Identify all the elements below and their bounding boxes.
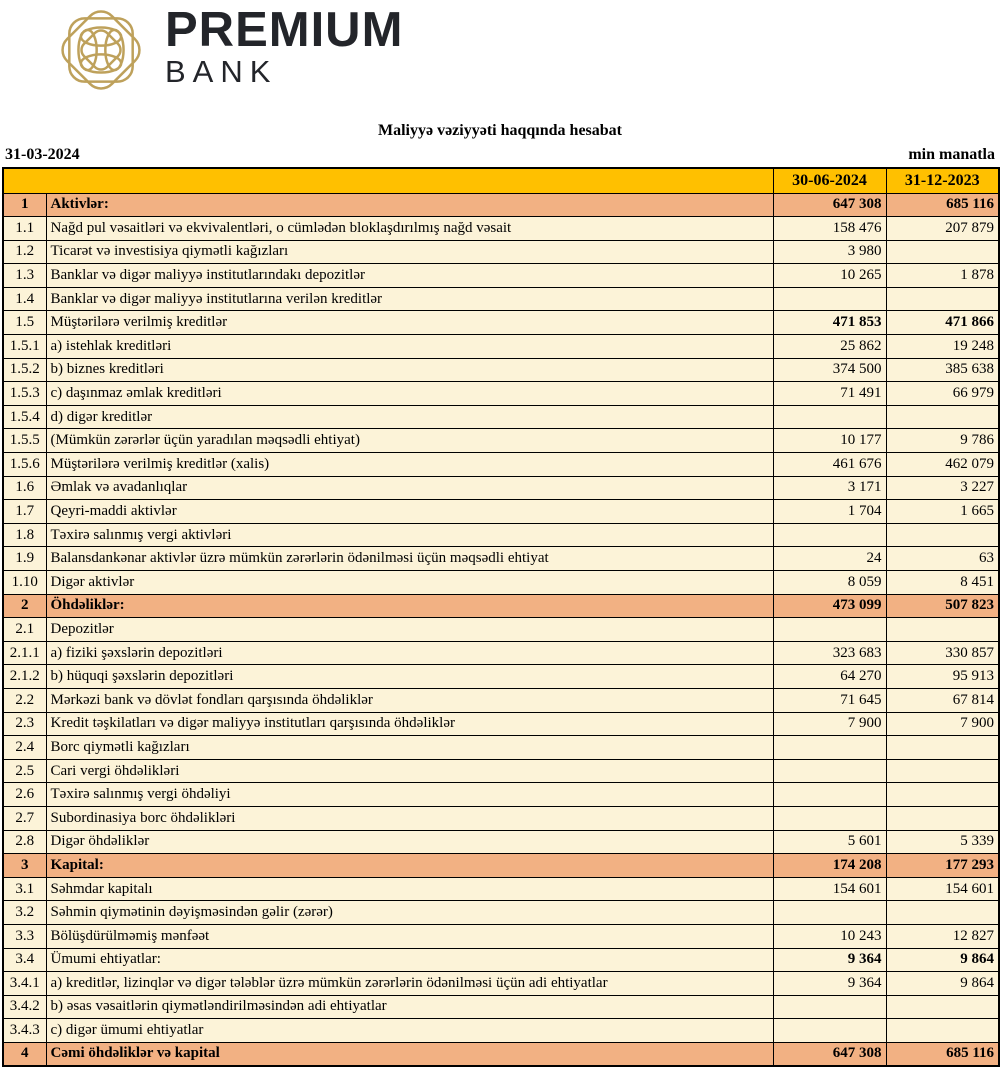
value-current: 71 645	[773, 688, 886, 712]
row-label: Nağd pul vəsaitləri və ekvivalentləri, o cümlədən bloklaşdırılmış nağd vəsait	[46, 217, 773, 241]
value-previous: 1 665	[886, 500, 999, 524]
row-number: 1.2	[3, 240, 46, 264]
table-row	[3, 335, 999, 359]
value-current: 64 270	[773, 665, 886, 689]
row-number: 2.2	[3, 688, 46, 712]
premium-bank-knot-icon	[42, 2, 160, 98]
row-label: Səhmdar kapitalı	[46, 877, 773, 901]
row-number: 1.8	[3, 523, 46, 547]
value-previous	[886, 995, 999, 1019]
row-number: 3	[3, 854, 46, 878]
table-row	[3, 382, 999, 406]
table-body	[3, 193, 999, 1066]
table-row	[3, 924, 999, 948]
row-label: Səhmin qiymətinin dəyişməsindən gəlir (zərər)	[46, 901, 773, 925]
row-number: 1.5.6	[3, 453, 46, 477]
row-label: Təxirə salınmış vergi öhdəliyi	[46, 783, 773, 807]
table-row	[3, 1019, 999, 1043]
value-current: 10 265	[773, 264, 886, 288]
value-current: 3 171	[773, 476, 886, 500]
value-previous	[886, 405, 999, 429]
row-number: 3.4	[3, 948, 46, 972]
value-current	[773, 995, 886, 1019]
row-number: 3.2	[3, 901, 46, 925]
brand-name: PREMIUM	[165, 3, 404, 57]
table-row	[3, 901, 999, 925]
value-previous: 207 879	[886, 217, 999, 241]
financial-statement-table	[2, 167, 1000, 1067]
value-previous	[886, 287, 999, 311]
row-label: Subordinasiya borc öhdəlikləri	[46, 806, 773, 830]
row-number: 1.9	[3, 547, 46, 571]
row-number: 1.5.2	[3, 358, 46, 382]
row-number: 1.5	[3, 311, 46, 335]
value-previous: 19 248	[886, 335, 999, 359]
value-current	[773, 806, 886, 830]
row-label: Depozitlər	[46, 618, 773, 642]
row-label: (Mümkün zərərlər üçün yaradılan məqsədli ehtiyat)	[46, 429, 773, 453]
value-current: 9 364	[773, 948, 886, 972]
column-header-current: 30-06-2024	[773, 168, 886, 193]
value-current	[773, 759, 886, 783]
row-number: 3.4.1	[3, 972, 46, 996]
table-row	[3, 523, 999, 547]
value-current: 471 853	[773, 311, 886, 335]
table-row	[3, 193, 999, 217]
report-title: Maliyyə vəziyyəti haqqında hesabat	[377, 122, 622, 139]
value-previous: 9 864	[886, 972, 999, 996]
table-row	[3, 877, 999, 901]
row-label: Cəmi öhdəliklər və kapital	[46, 1042, 773, 1066]
table-row	[3, 759, 999, 783]
table-row	[3, 995, 999, 1019]
value-current: 24	[773, 547, 886, 571]
value-previous: 330 857	[886, 641, 999, 665]
row-label: Banklar və digər maliyyə institutlarındakı depozitlər	[46, 264, 773, 288]
row-number: 1.5.5	[3, 429, 46, 453]
value-current: 3 980	[773, 240, 886, 264]
row-number: 2.1.1	[3, 641, 46, 665]
value-previous	[886, 736, 999, 760]
row-label: Təxirə salınmış vergi aktivləri	[46, 523, 773, 547]
row-number: 1.4	[3, 287, 46, 311]
row-label: b) hüquqi şəxslərin depozitləri	[46, 665, 773, 689]
table-row	[3, 547, 999, 571]
value-current: 154 601	[773, 877, 886, 901]
row-number: 1.5.1	[3, 335, 46, 359]
value-previous	[886, 240, 999, 264]
row-label: a) kreditlər, lizinqlər və digər tələblər üzrə mümkün zərərlərin ödənilməsi üçün adi ehtiyatlar	[46, 972, 773, 996]
value-current: 174 208	[773, 854, 886, 878]
value-previous: 63	[886, 547, 999, 571]
value-previous: 685 116	[886, 1042, 999, 1066]
table-row	[3, 453, 999, 477]
brand-header	[0, 0, 1000, 100]
value-previous: 385 638	[886, 358, 999, 382]
meta-row	[0, 146, 1000, 164]
row-number: 2.6	[3, 783, 46, 807]
row-label: Cari vergi öhdəlikləri	[46, 759, 773, 783]
row-label: Aktivlər:	[46, 193, 773, 217]
table-row	[3, 736, 999, 760]
value-previous	[886, 523, 999, 547]
row-number: 3.4.3	[3, 1019, 46, 1043]
value-previous	[886, 806, 999, 830]
table-row	[3, 972, 999, 996]
row-number: 1.5.3	[3, 382, 46, 406]
table-row	[3, 311, 999, 335]
value-current: 647 308	[773, 1042, 886, 1066]
row-number: 2.3	[3, 712, 46, 736]
value-previous: 5 339	[886, 830, 999, 854]
table-row	[3, 358, 999, 382]
row-number: 1.7	[3, 500, 46, 524]
row-label: Digər öhdəliklər	[46, 830, 773, 854]
value-previous: 7 900	[886, 712, 999, 736]
table-row	[3, 688, 999, 712]
row-number: 1.6	[3, 476, 46, 500]
value-current: 323 683	[773, 641, 886, 665]
value-current: 1 704	[773, 500, 886, 524]
value-current: 5 601	[773, 830, 886, 854]
value-previous: 66 979	[886, 382, 999, 406]
row-label: Digər aktivlər	[46, 571, 773, 595]
row-label: Müştərilərə verilmiş kreditlər (xalis)	[46, 453, 773, 477]
value-previous: 12 827	[886, 924, 999, 948]
table-row	[3, 1042, 999, 1066]
row-number: 1	[3, 193, 46, 217]
row-label: Banklar və digər maliyyə institutlarına verilən kreditlər	[46, 287, 773, 311]
table-row	[3, 429, 999, 453]
row-label: Borc qiymətli kağızları	[46, 736, 773, 760]
row-label: d) digər kreditlər	[46, 405, 773, 429]
row-label: Əmlak və avadanlıqlar	[46, 476, 773, 500]
row-label: c) daşınmaz əmlak kreditləri	[46, 382, 773, 406]
brand-subname: BANK	[165, 54, 278, 89]
table-row	[3, 712, 999, 736]
table-row	[3, 405, 999, 429]
row-number: 2.8	[3, 830, 46, 854]
table-row	[3, 217, 999, 241]
value-previous: 1 878	[886, 264, 999, 288]
value-previous: 9 786	[886, 429, 999, 453]
row-number: 2	[3, 594, 46, 618]
row-label: Ticarət və investisiya qiymətli kağızları	[46, 240, 773, 264]
value-previous: 95 913	[886, 665, 999, 689]
row-label: c) digər ümumi ehtiyatlar	[46, 1019, 773, 1043]
value-previous	[886, 783, 999, 807]
value-current	[773, 1019, 886, 1043]
table-row	[3, 854, 999, 878]
row-label: b) əsas vəsaitlərin qiymətləndirilməsindən adi ehtiyatlar	[46, 995, 773, 1019]
row-number: 3.1	[3, 877, 46, 901]
table-row	[3, 287, 999, 311]
value-current	[773, 287, 886, 311]
value-current: 8 059	[773, 571, 886, 595]
value-previous: 67 814	[886, 688, 999, 712]
row-number: 2.5	[3, 759, 46, 783]
row-label: b) biznes kreditləri	[46, 358, 773, 382]
unit-label: min manatla	[908, 146, 995, 163]
value-current: 374 500	[773, 358, 886, 382]
value-current	[773, 405, 886, 429]
row-number: 1.5.4	[3, 405, 46, 429]
value-previous	[886, 618, 999, 642]
value-current: 461 676	[773, 453, 886, 477]
value-previous: 3 227	[886, 476, 999, 500]
brand-wordmark	[165, 3, 404, 89]
row-number: 4	[3, 1042, 46, 1066]
report-date: 31-03-2024	[5, 146, 80, 163]
row-number: 3.4.2	[3, 995, 46, 1019]
table-row	[3, 641, 999, 665]
value-current: 473 099	[773, 594, 886, 618]
row-number: 2.4	[3, 736, 46, 760]
row-label: Kredit təşkilatları və digər maliyyə institutları qarşısında öhdəliklər	[46, 712, 773, 736]
header-spacer-cell	[3, 168, 773, 193]
value-previous: 9 864	[886, 948, 999, 972]
table-row	[3, 806, 999, 830]
value-previous: 154 601	[886, 877, 999, 901]
row-number: 2.7	[3, 806, 46, 830]
table-row	[3, 594, 999, 618]
row-label: Balansdankənar aktivlər üzrə mümkün zərərlərin ödənilməsi üçün məqsədli ehtiyat	[46, 547, 773, 571]
value-previous: 685 116	[886, 193, 999, 217]
table-row	[3, 500, 999, 524]
value-current	[773, 783, 886, 807]
table-row	[3, 264, 999, 288]
value-current: 7 900	[773, 712, 886, 736]
table-row	[3, 665, 999, 689]
table-row	[3, 476, 999, 500]
value-current: 71 491	[773, 382, 886, 406]
value-previous: 507 823	[886, 594, 999, 618]
value-current: 158 476	[773, 217, 886, 241]
value-current: 25 862	[773, 335, 886, 359]
column-header-previous: 31-12-2023	[886, 168, 999, 193]
row-label: Kapital:	[46, 854, 773, 878]
table-row	[3, 948, 999, 972]
table-row	[3, 618, 999, 642]
row-label: Bölüşdürülməmiş mənfəət	[46, 924, 773, 948]
row-number: 2.1.2	[3, 665, 46, 689]
value-current: 9 364	[773, 972, 886, 996]
value-current: 647 308	[773, 193, 886, 217]
row-label: Ümumi ehtiyatlar:	[46, 948, 773, 972]
table-row	[3, 571, 999, 595]
value-current	[773, 736, 886, 760]
row-label: a) fiziki şəxslərin depozitləri	[46, 641, 773, 665]
table-row	[3, 830, 999, 854]
row-label: Mərkəzi bank və dövlət fondları qarşısında öhdəliklər	[46, 688, 773, 712]
row-number: 1.1	[3, 217, 46, 241]
value-current: 10 177	[773, 429, 886, 453]
row-number: 1.10	[3, 571, 46, 595]
row-label: a) istehlak kreditləri	[46, 335, 773, 359]
value-current	[773, 901, 886, 925]
value-previous: 8 451	[886, 571, 999, 595]
value-previous: 462 079	[886, 453, 999, 477]
row-number: 1.3	[3, 264, 46, 288]
value-previous: 471 866	[886, 311, 999, 335]
row-number: 2.1	[3, 618, 46, 642]
value-current	[773, 618, 886, 642]
table-row	[3, 783, 999, 807]
value-current: 10 243	[773, 924, 886, 948]
value-previous	[886, 759, 999, 783]
row-label: Qeyri-maddi aktivlər	[46, 500, 773, 524]
row-label: Öhdəliklər:	[46, 594, 773, 618]
row-label: Müştərilərə verilmiş kreditlər	[46, 311, 773, 335]
row-number: 3.3	[3, 924, 46, 948]
value-previous: 177 293	[886, 854, 999, 878]
value-previous	[886, 901, 999, 925]
table-row	[3, 240, 999, 264]
value-previous	[886, 1019, 999, 1043]
table-header-row	[3, 168, 999, 193]
value-current	[773, 523, 886, 547]
